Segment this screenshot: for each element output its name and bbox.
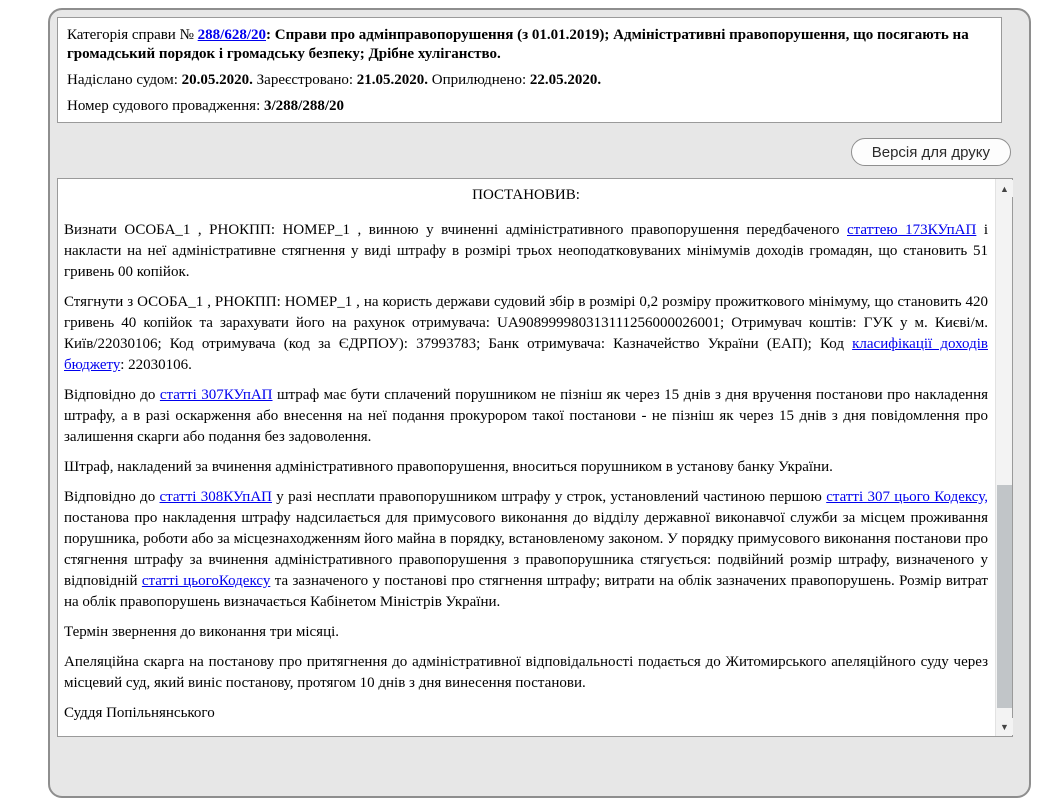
scrollbar-down-arrow-icon[interactable]: ▼: [996, 718, 1013, 735]
paragraph-text: у разі несплати правопорушником штрафу у строк, установлений частиною першою: [271, 489, 827, 505]
document-paragraph: [64, 292, 988, 376]
statute-link[interactable]: статті 308КУпАП: [159, 489, 272, 505]
statute-link[interactable]: статтею 173КУпАП: [847, 222, 977, 238]
paragraph-text: Стягнути з ОСОБА_1 , РНОКПП: НОМЕР_1 , на користь держави судовий збір в розмірі 0,2 розміру прожиткового мінімуму, що становить 420 гривень 40 копійок та зарахувати його на рахунок отримувача: UA908999980313111256000026001; Отримувач коштів: ГУК у м. Києві/м. Київ/22030106; Код отримувача (код за ЄДРПОУ): 37993783; Банк отримувача: Казначейство України (ЕАП); Код: [64, 294, 988, 352]
document-paragraph: [64, 385, 988, 448]
paragraph-text: штраф має бути сплачений порушником не пізніш як через 15 днів з дня вручення постанови про накладення штрафу, а в разі оскарження або внесення на неї подання прокурором такої постанови - не пізніш як через 15 днів з дня повідомлення про залишення скарги або подання без задоволення.: [64, 387, 988, 445]
document-paragraph: [64, 703, 988, 724]
sent-by-court-date: 20.05.2020.: [181, 72, 253, 88]
registered-date: 21.05.2020.: [356, 72, 429, 88]
document-heading: ПОСТАНОВИВ:: [472, 187, 580, 203]
paragraph-text: Апеляційна скарга на постанову про притягнення до адміністративної відповідальності подається до Житомирського апеляційного суду через місцевий суд, який виніс постанову, протягом 10 днів з дня винесення постанови.: [64, 654, 988, 691]
paragraph-text: постанова про накладення штрафу надсилається для примусового виконання до відділу державної виконавчої служби за місцем проживання порушника, роботи або за місцезнаходженням його майна в порядку, встановленому законом. У порядку примусового виконання постанови про стягнення штрафу за вчинення адміністративного правопорушення з правопорушника стягується: подвійний розмір штрафу, визначеного у відповідній: [64, 510, 988, 589]
paragraph-text: : 22030106.: [120, 357, 192, 373]
document-content: [58, 179, 995, 736]
paragraph-text: Штраф, накладений за вчинення адміністративного правопорушення, вноситься порушником в установу банку України.: [64, 459, 833, 475]
proceeding-number-label: Номер судового провадження:: [67, 98, 264, 114]
paragraph-text: Суддя Попільнянського: [64, 705, 215, 721]
case-category-text: : Справи про адмінправопорушення (з 01.01.2019); Адміністративні правопорушення, що посягають на громадський порядок і громадську безпеку; Дрібне хуліганство.: [67, 27, 969, 62]
case-category-line: [67, 26, 992, 64]
paragraph-text: Відповідно до: [64, 489, 160, 505]
published-label: Оприлюднено:: [428, 72, 530, 88]
statute-link[interactable]: статті 307КУпАП: [159, 387, 273, 403]
paragraph-text: Термін звернення до виконання три місяці.: [64, 624, 340, 640]
statute-link[interactable]: класифікації доходів бюджету: [64, 336, 988, 373]
document-paragraph: [64, 457, 988, 478]
print-version-button[interactable]: Версія для друку: [851, 138, 1011, 166]
scrollbar-thumb[interactable]: [997, 485, 1012, 708]
paragraph-text: Відповідно до: [64, 387, 160, 403]
published-date: 22.05.2020.: [529, 72, 602, 88]
paragraph-text: і накласти на неї адміністративне стягнення у виді штрафу в розмірі трьох неоподатковуваних мінімумів доходів громадян, що становить 51 гривень 00 копійок.: [64, 222, 989, 280]
document-paragraph: [64, 487, 988, 613]
paragraph-text: та зазначеного у постанові про стягнення штрафу; витрати на облік зазначених правопорушень. Розмір витрат на облік правопорушень визначається Кабінетом Міністрів України.: [64, 573, 988, 610]
sent-by-court-label: Надіслано судом:: [67, 72, 182, 88]
case-category-label: Категорія справи №: [67, 27, 198, 43]
case-dates-line: [67, 71, 992, 90]
document-scrollbar[interactable]: [995, 179, 1012, 736]
case-proceeding-line: [67, 97, 992, 116]
paragraph-text: Визнати ОСОБА_1 , РНОКПП: НОМЕР_1 , винною у вчиненні адміністративного правопорушення передбаченого: [64, 222, 847, 238]
document-paragraph: [64, 622, 988, 643]
proceeding-number-value: 3/288/288/20: [264, 98, 345, 114]
scrollbar-up-arrow-icon[interactable]: ▲: [996, 180, 1013, 197]
statute-link[interactable]: статті цьогоКодексу: [141, 573, 271, 589]
case-number-link[interactable]: 288/628/20: [197, 27, 266, 43]
case-panel: [48, 8, 1031, 798]
document-box: [57, 178, 1013, 737]
document-paragraph: [64, 220, 988, 283]
statute-link[interactable]: статті 307 цього Кодексу,: [826, 489, 988, 505]
case-header-box: [57, 17, 1002, 123]
document-paragraph: [64, 652, 988, 694]
document-paragraphs: [64, 220, 988, 724]
registered-label: Зареєстровано:: [252, 72, 357, 88]
